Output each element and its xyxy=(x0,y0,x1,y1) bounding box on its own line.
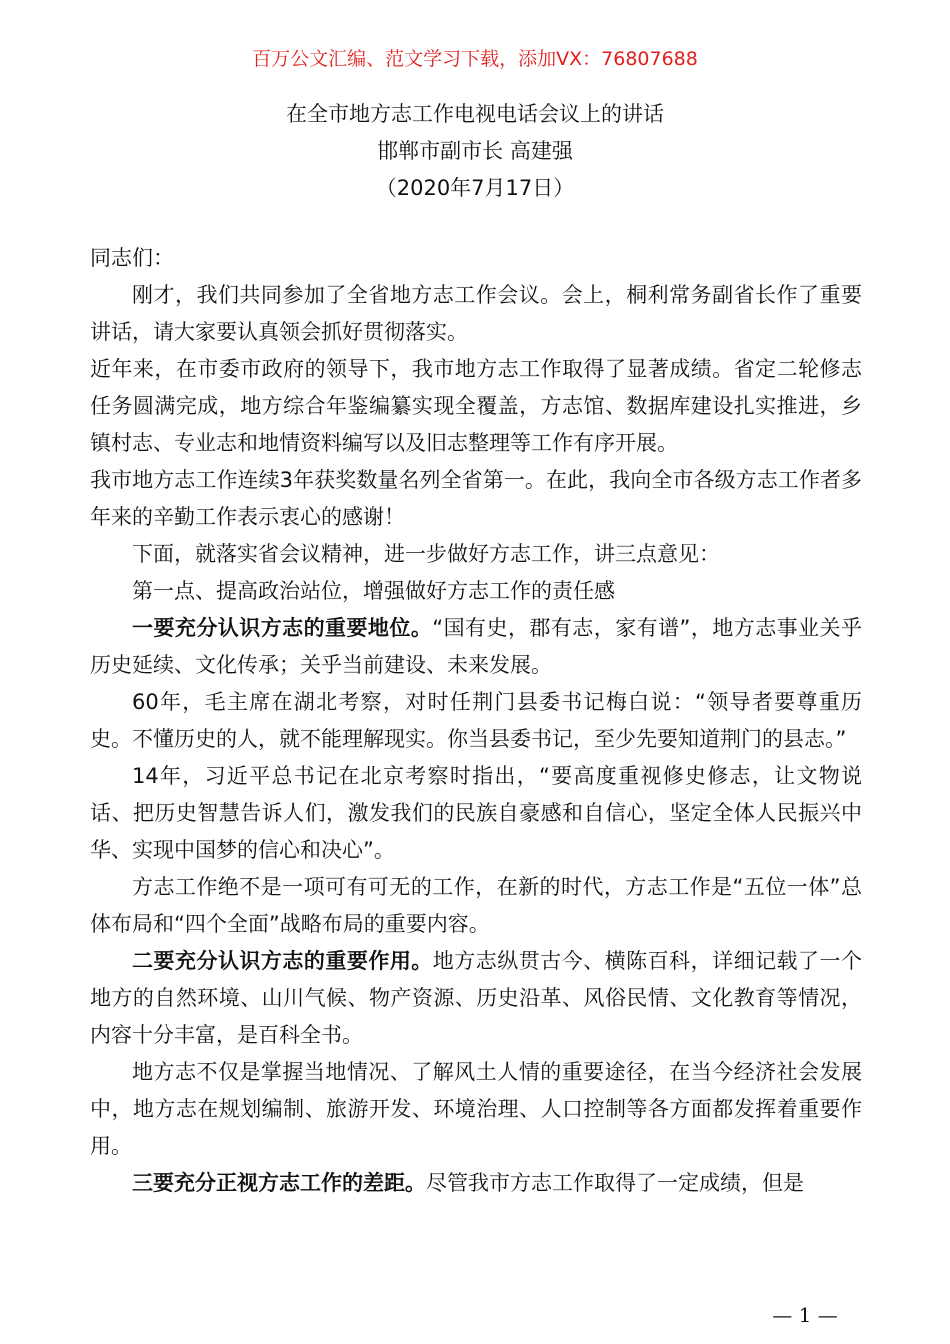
speech-date: （2020年7月17日） xyxy=(375,176,575,200)
speech-title: 在全市地方志工作电视电话会议上的讲话 xyxy=(286,102,664,126)
point-heading-3: 三要充分正视方志工作的差距。 xyxy=(132,1171,426,1195)
point-heading-2: 二要充分认识方志的重要作用。 xyxy=(132,949,433,973)
section-heading-1: 第一点、提高政治站位，增强做好方志工作的责任感 xyxy=(132,579,615,603)
speaker-line: 邯郸市副市长 高建强 xyxy=(377,139,573,163)
paragraph-11: 地方志不仅是掌握当地情况、了解风土人情的重要途径，在当今经济社会发展中，地方志在规划编制、旅游开发、环境治理、人口控制等各方面都发挥着重要作用。 xyxy=(90,1060,862,1158)
paragraph-7: 60年，毛主席在湖北考察，对时任荆门县委书记梅白说：“领导者要尊重历史。不懂历史的人，就不能理解现实。你当县委书记，至少先要知道荆门的县志。” xyxy=(90,690,862,751)
document-body xyxy=(90,240,862,1202)
paragraph-6-text: “国有史，郡有志，家有谱”，地方志事业关乎历史延续、文化传承；关乎当前建设、未来发展。 xyxy=(90,616,862,677)
paragraph-2: 近年来，在市委市政府的领导下，我市地方志工作取得了显著成绩。省定二轮修志任务圆满完成，地方综合年鉴编纂实现全覆盖，方志馆、数据库建设扎实推进，乡镇村志、专业志和地情资料编写以及旧志整理等工作有序开展。 xyxy=(90,357,862,455)
header-banner: 百万公文汇编、范文学习下载，添加VX：76807688 xyxy=(252,48,698,70)
paragraph-1: 刚才，我们共同参加了全省地方志工作会议。会上，桐利常务副省长作了重要讲话，请大家要认真领会抓好贯彻落实。 xyxy=(90,283,862,344)
paragraph-3: 我市地方志工作连续3年获奖数量名列全省第一。在此，我向全市各级方志工作者多年来的辛勤工作表示衷心的感谢！ xyxy=(90,468,862,529)
paragraph-10-text: 地方志纵贯古今、横陈百科，详细记载了一个地方的自然环境、山川气候、物产资源、历史沿革、风俗民情、文化教育等情况，内容十分丰富，是百科全书。 xyxy=(90,949,863,1047)
paragraph-8: 14年，习近平总书记在北京考察时指出，“要高度重视修史修志，让文物说话、把历史智慧告诉人们，激发我们的民族自豪感和自信心，坚定全体人民振兴中华、实现中国梦的信心和决心”。 xyxy=(90,764,862,862)
title-block xyxy=(0,96,950,207)
page-number: — 1 — xyxy=(772,1303,838,1327)
paragraph-12-text: 尽管我市方志工作取得了一定成绩，但是 xyxy=(426,1171,804,1195)
salutation: 同志们： xyxy=(90,246,174,270)
paragraph-12 xyxy=(90,1165,862,1202)
paragraph-4: 下面，就落实省会议精神，进一步做好方志工作，讲三点意见： xyxy=(132,542,720,566)
paragraph-10 xyxy=(90,943,862,1054)
point-heading-1: 一要充分认识方志的重要地位。 xyxy=(132,616,433,640)
paragraph-6 xyxy=(90,610,862,684)
paragraph-9: 方志工作绝不是一项可有可无的工作，在新的时代，方志工作是“五位一体”总体布局和“四个全面”战略布局的重要内容。 xyxy=(90,875,862,936)
